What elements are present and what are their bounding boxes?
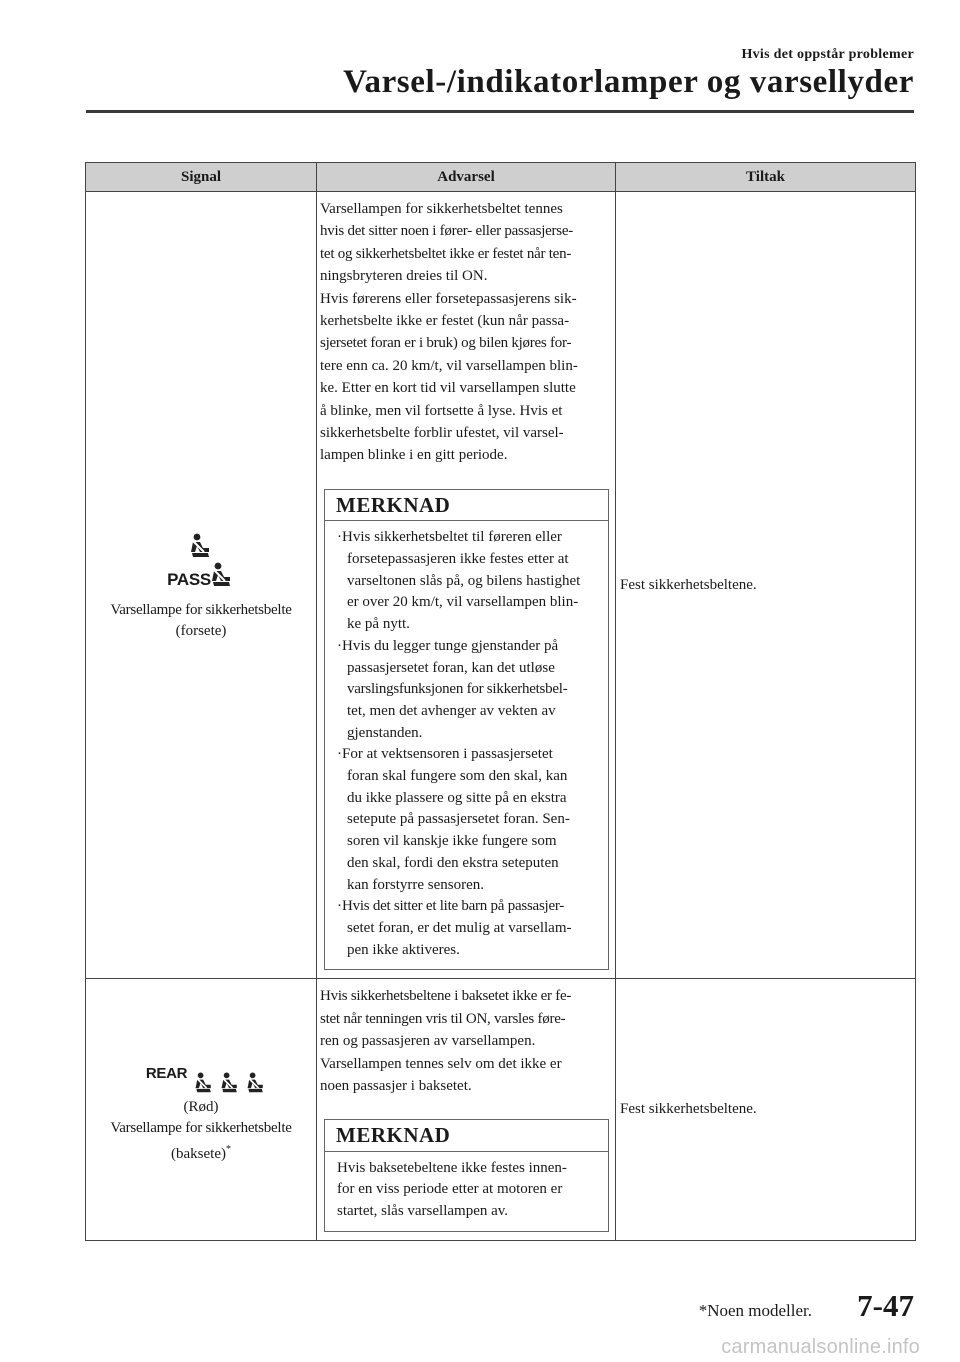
footnote: *Noen modeller.	[698, 1301, 812, 1320]
rear-label: REAR	[145, 1064, 188, 1082]
rear-seatbelt-icon	[193, 1071, 215, 1095]
note-heading: MERKNAD	[325, 1120, 608, 1151]
pass-seatbelt-icon	[209, 562, 235, 588]
signal-cell	[86, 192, 317, 979]
page-number: 7-47	[857, 1288, 914, 1323]
action-cell: Fest sikkerhetsbeltene.	[616, 979, 916, 1241]
list-item: ·Hvis sikkerhetsbeltet til føreren eller forsetepassasjeren ikke festes etter at varseltonen slås på, og bilens hastighet er over 20 km/t, vil varsellampen blin- ke på nytt.	[337, 529, 581, 633]
footnote-mark: *	[225, 1143, 231, 1155]
note-body: Hvis baksetebeltene ikke festes innen- for en viss periode etter at motoren er startet, slås varsellampen av.	[337, 1159, 567, 1220]
warning-lamp-table	[85, 162, 916, 1241]
page-title: Varsel-/indikatorlamper og varsellyder	[343, 64, 914, 100]
note-box	[324, 1119, 609, 1232]
warning-text: Varsellampen for sikkerhetsbeltet tennes hvis det sitter noen i fører- eller passasjerse- tet og sikkerhetsbeltet ikke er festet når ten- ningsbryteren dreies til ON. Hvis førerens eller forsetepassasjerens sik- kerhetsbelte ikke er festet (kun når passa- sjersetet foran er i bruk) og bilen kjøres for- tere enn ca. 20 km/t, vil varsellampen blin- ke. Etter en kort tid vil varsellampen slutte å blinke, men vil fortsette å lyse. Hvis et sikkerhetsbelte forblir ufestet, vil varsel- lampen blinke i en gitt periode.	[320, 201, 578, 464]
pass-label: PASS	[167, 569, 211, 589]
warning-text: Hvis sikkerhetsbeltene i baksetet ikke er fe- stet når tenningen vris til ON, varsles føre- ren og passasjeren av varsellampen. Varsellampen tennes selv om det ikke er noen passasjer i baksetet.	[320, 988, 572, 1094]
list-item: ·Hvis du legger tunge gjenstander på passasjersetet foran, kan det utløse varslingsfunksjonen for sikkerhetsbel- tet, men det avhenger av vekten av gjenstanden.	[337, 637, 568, 741]
warning-cell	[317, 192, 616, 979]
table-row	[86, 192, 916, 979]
warning-cell	[317, 979, 616, 1241]
note-body	[325, 521, 608, 969]
rear-seatbelt-icon	[219, 1071, 241, 1095]
list-item: ·For at vektsensoren i passasjersetet foran skal fungere som den skal, kan du ikke plassere og sitte på en ekstra setepute på passasjersetet foran. Sen- soren vil kanskje ikke fungere som den skal, fordi den ekstra seteputen kan forstyrre sensoren.	[337, 746, 570, 893]
section-title: Hvis det oppstår problemer	[741, 47, 914, 62]
note-heading: MERKNAD	[325, 490, 608, 521]
signal-label: (Rød) Varsellampe for sikkerhetsbelte (baksete)*	[110, 1098, 292, 1162]
seatbelt-icon	[188, 533, 214, 559]
rear-seatbelt-icon	[245, 1071, 267, 1095]
column-header-signal: Signal	[86, 163, 317, 192]
column-header-action: Tiltak	[616, 163, 916, 192]
signal-cell	[86, 979, 317, 1241]
watermark: carmanualsonline.info	[721, 1336, 920, 1358]
table-row	[86, 979, 916, 1241]
note-box	[324, 489, 609, 970]
column-header-warning: Advarsel	[317, 163, 616, 192]
signal-label: Varsellampe for sikkerhetsbelte (forsete)	[110, 601, 292, 639]
table-header-row	[86, 163, 916, 192]
list-item: ·Hvis det sitter et lite barn på passasjer- setet foran, er det mulig at varsellam- pen ikke aktiveres.	[337, 898, 572, 958]
action-cell: Fest sikkerhetsbeltene.	[616, 192, 916, 979]
title-rule	[86, 110, 914, 113]
